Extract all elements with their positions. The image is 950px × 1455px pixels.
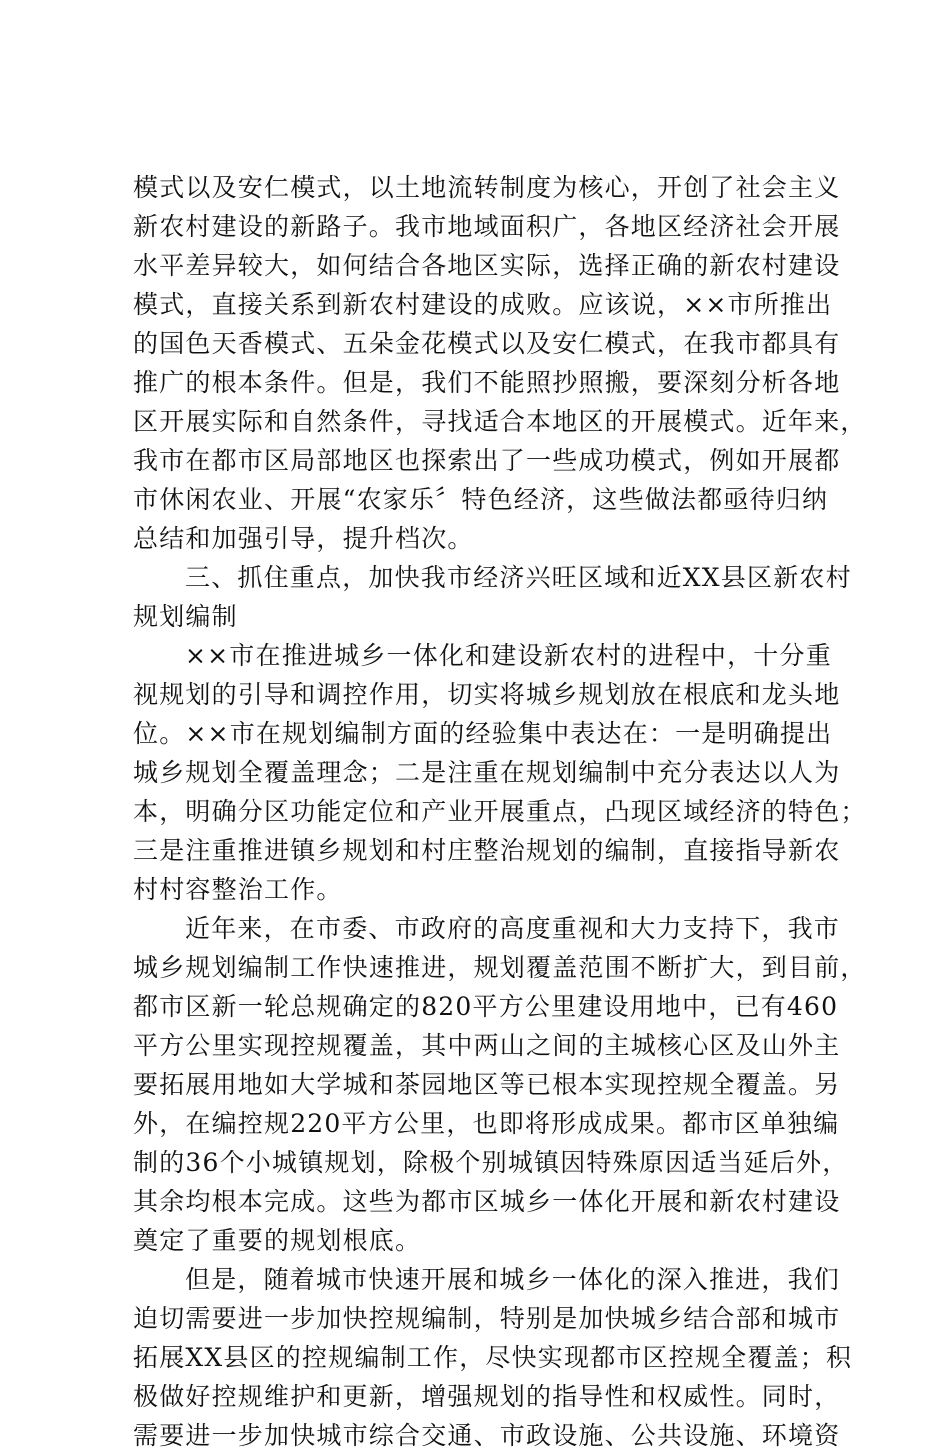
text-line: 市休闲农业、开展“农家乐〞特色经济，这些做法都亟待归纳 — [133, 485, 829, 514]
text-line: 模式，直接关系到新农村建设的成败。应该说，××市所推出 — [133, 290, 833, 319]
text-line: 我市在都市区局部地区也探索出了一些成功模式，例如开展都 — [133, 446, 841, 475]
text-line: 本，明确分区功能定位和产业开展重点，凸现区域经济的特色； — [133, 797, 867, 826]
text-line: 奠定了重要的规划根底。 — [133, 1226, 422, 1255]
text-line: 位。××市在规划编制方面的经验集中表达在：一是明确提出 — [133, 719, 833, 748]
text-line: 规划编制 — [133, 602, 238, 631]
text-line: 但是，随着城市快速开展和城乡一体化的深入推进，我们 — [185, 1265, 841, 1294]
text-line: 都市区新一轮总规确定的820平方公里建设用地中，已有460 — [133, 992, 839, 1021]
document-body — [133, 168, 867, 1455]
text-line: ××市在推进城乡一体化和建设新农村的进程中，十分重 — [185, 641, 832, 670]
text-line: 平方公里实现控规覆盖，其中两山之间的主城核心区及山外主 — [133, 1031, 841, 1060]
text-line: 近年来，在市委、市政府的高度重视和大力支持下，我市 — [185, 914, 841, 943]
text-line: 拓展XX县区的控规编制工作，尽快实现都市区控规全覆盖；积 — [133, 1343, 853, 1372]
text-line: 迫切需要进一步加快控规编制，特别是加快城乡结合部和城市 — [133, 1304, 841, 1333]
text-line: 推广的根本条件。但是，我们不能照抄照搬，要深刻分析各地 — [133, 368, 841, 397]
text-line: 区开展实际和自然条件，寻找适合本地区的开展模式。近年来， — [133, 407, 867, 436]
text-line: 村村容整治工作。 — [133, 875, 343, 904]
text-line: 城乡规划全覆盖理念；二是注重在规划编制中充分表达以人为 — [133, 758, 841, 787]
text-line: 水平差异较大，如何结合各地区实际，选择正确的新农村建设 — [133, 251, 841, 280]
text-line: 视规划的引导和调控作用，切实将城乡规划放在根底和龙头地 — [133, 680, 841, 709]
text-line: 制的36个小城镇规划，除极个别城镇因特殊原因适当延后外， — [133, 1148, 849, 1177]
text-line: 三、抓住重点，加快我市经济兴旺区域和近XX县区新农村 — [185, 563, 852, 592]
text-line: 模式以及安仁模式，以土地流转制度为核心，开创了社会主义 — [133, 173, 841, 202]
text-line: 其余均根本完成。这些为都市区城乡一体化开展和新农村建设 — [133, 1187, 841, 1216]
text-line: 需要进一步加快城市综合交通、市政设施、公共设施、环境资 — [133, 1421, 841, 1450]
text-line: 新农村建设的新路子。我市地域面积广，各地区经济社会开展 — [133, 212, 841, 241]
text-line: 的国色天香模式、五朵金花模式以及安仁模式，在我市都具有 — [133, 329, 841, 358]
text-line: 外，在编控规220平方公里，也即将形成成果。都市区单独编 — [133, 1109, 840, 1138]
text-line: 极做好控规维护和更新，增强规划的指导性和权威性。同时， — [133, 1382, 841, 1411]
text-line: 总结和加强引导，提升档次。 — [133, 524, 474, 553]
text-line: 要拓展用地如大学城和茶园地区等已根本实现控规全覆盖。另 — [133, 1070, 841, 1099]
text-line: 三是注重推进镇乡规划和村庄整治规划的编制，直接指导新农 — [133, 836, 841, 865]
text-line: 城乡规划编制工作快速推进，规划覆盖范围不断扩大，到目前， — [133, 953, 867, 982]
